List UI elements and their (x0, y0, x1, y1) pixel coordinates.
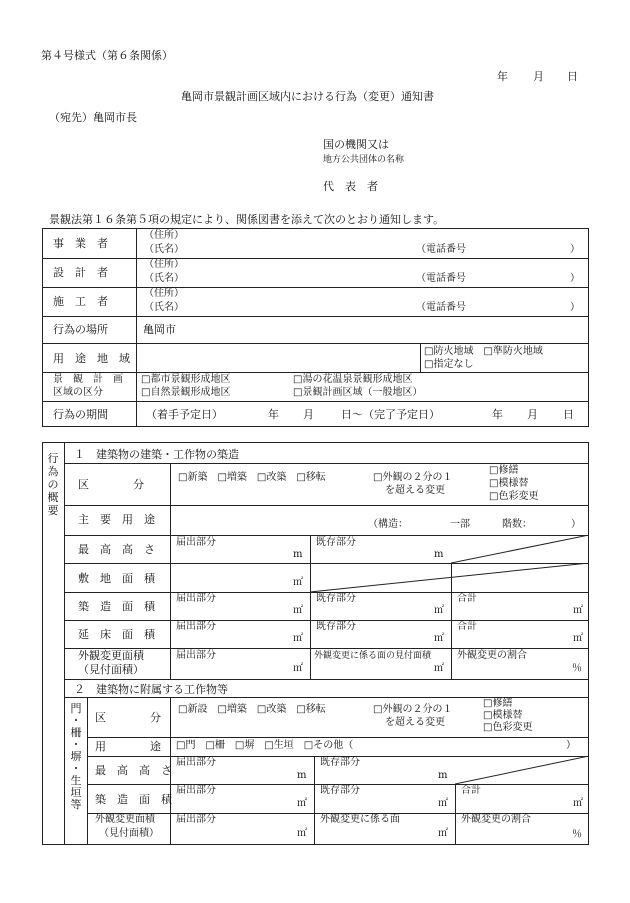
gaikan2-wariai-unit: ％ (572, 829, 582, 840)
gaikan2-todokede-unit: ㎡ (297, 828, 307, 839)
shikichi-menseki-label: 敷 地 面 積 (78, 572, 155, 585)
place-value: 亀岡市 (143, 323, 176, 336)
chikuzou-todokede: 届出部分 (176, 593, 216, 604)
gaikan-kakaru-label: 外観変更に係る面の見付面積 (314, 651, 432, 661)
sekkeisha-phone-close: ） (570, 273, 580, 284)
gaikan2-kakaru-label: 外観変更に係る面 (320, 814, 400, 825)
chikuzou2-goukei: 合計 (461, 785, 481, 796)
date-day: 日 (567, 70, 578, 83)
keikan-label-1: 景 観 計 画 (53, 374, 123, 385)
sekosha-phone-label: （電話番号 (416, 302, 466, 313)
gaikan-half-text: を超える変更 (385, 485, 445, 496)
shikichi-diagonal (310, 563, 589, 592)
gaikan-wariai-unit: ％ (572, 663, 582, 674)
jigyosha-name-label: （氏名） (144, 244, 184, 255)
start-date-label: （着手予定日） (146, 408, 223, 421)
date-year: 年 (497, 70, 508, 83)
chikuzou-kison: 既存部分 (316, 593, 356, 604)
sekkeisha-phone-label: （電話番号 (416, 273, 466, 284)
gaikan-todokede: 届出部分 (176, 650, 216, 661)
saikou-takasa-label: 最 高 高 さ (78, 543, 155, 556)
gaikan2-menseki-label-1: 外観変更面積 (95, 814, 155, 825)
nobeyuka-todokede-unit: ㎡ (293, 633, 303, 644)
addressee: （宛先）亀岡市長 (49, 111, 137, 124)
kaisu-label: 階数： (502, 519, 532, 530)
kubun-options[interactable]: □新築 □増築 □改築 □移転 (178, 472, 326, 483)
kaisu-close: ） (571, 519, 581, 530)
kubun2-label: 区 分 (95, 711, 161, 724)
gaikan2-todokede: 届出部分 (176, 814, 216, 825)
jigyosha-phone-label: （電話番号 (416, 244, 466, 255)
section2-side-label: 門 ・ 柵 ・ 塀 ・ 生 垣 等 (70, 702, 82, 811)
sekosha-phone-close: ） (570, 302, 580, 313)
gaikan2-half-checkbox[interactable]: □外観の２分の１ (373, 704, 453, 715)
bouka-checkboxes[interactable]: □防火地域 □準防火地域 (424, 346, 543, 357)
shuzen-checkbox[interactable]: □修繕 (489, 465, 519, 476)
gaiyou-side-label: 行 為 の 概 要 (47, 452, 59, 517)
form-number: 第４号様式（第６条関係） (41, 49, 173, 62)
saikou2-kison-unit: m (438, 770, 448, 781)
shuzen2-checkbox[interactable]: □修繕 (483, 698, 513, 709)
nobeyuka-todokede: 届出部分 (176, 621, 216, 632)
yunohana-checkbox[interactable]: □湯の花温泉景観形成地区 (293, 374, 413, 385)
chikuzou-todokede-unit: ㎡ (293, 605, 303, 616)
kubun2-options[interactable]: □新設 □増築 □改築 □移転 (178, 704, 326, 715)
chikuzou-menseki-label: 築 造 面 積 (78, 600, 155, 613)
saikou-kison-unit: m (434, 549, 444, 560)
nobeyuka-goukei: 合計 (457, 621, 477, 632)
period-label: 行為の期間 (53, 408, 108, 421)
saikou2-todokede-unit: m (297, 770, 307, 781)
place-label: 行為の場所 (53, 323, 108, 336)
document-title: 亀岡市景観計画区域内における行為（変更）通知書 (181, 90, 434, 103)
moyougae2-checkbox[interactable]: □模様替 (483, 710, 523, 721)
saikou2-label: 最 高 高 さ (95, 764, 172, 777)
gaikan2-wariai-label: 外観変更の割合 (461, 814, 531, 825)
chikuzou2-kison-unit: ㎡ (438, 798, 448, 809)
shitei-nashi-checkbox[interactable]: □指定なし (424, 359, 474, 370)
shuyou-youto-label: 主 要 用 途 (78, 513, 155, 526)
jigyosha-phone-close: ） (570, 244, 580, 255)
org-label-line2: 地方公共団体の名称 (323, 155, 405, 165)
chikuzou-kison-unit: ㎡ (434, 605, 444, 616)
gaikan-kakaru-unit: ㎡ (434, 663, 444, 674)
gaikan2-half-text: を超える変更 (385, 717, 445, 728)
toshi-checkbox[interactable]: □都市景観形成地区 (141, 374, 231, 385)
chikuzou2-todokede-unit: ㎡ (297, 798, 307, 809)
jigyosha-label: 事 業 者 (53, 237, 108, 250)
moyougae-checkbox[interactable]: □模様替 (489, 478, 529, 489)
nobeyuka-kison: 既存部分 (316, 621, 356, 632)
gaikan-menseki-label-2: （見付面積） (78, 663, 144, 676)
gaikan2-menseki-label-2: （見付面積） (99, 828, 159, 839)
saikou-todokede-unit: m (293, 549, 303, 560)
chikuzou2-label: 築 造 面 積 (95, 793, 172, 806)
youto2-close: ） (566, 740, 576, 751)
gaikan-half-checkbox[interactable]: □外観の２分の１ (373, 472, 453, 483)
chikuzou-goukei: 合計 (457, 593, 477, 604)
shikisai2-checkbox[interactable]: □色彩変更 (483, 722, 533, 733)
chikuzou2-kison: 既存部分 (320, 785, 360, 796)
nobeyuka-menseki-label: 延 床 面 積 (78, 628, 155, 641)
saikou2-kison: 既存部分 (320, 757, 360, 768)
section1-title: １ 建築物の建築・工作物の築造 (74, 448, 239, 461)
nobeyuka-kison-unit: ㎡ (434, 633, 444, 644)
nobeyuka-goukei-unit: ㎡ (573, 633, 583, 644)
gaikan-menseki-label-1: 外観変更面積 (78, 649, 144, 662)
intro-text: 景観法第１６条第５項の規定により、関係図書を添えて次のとおり通知します。 (49, 213, 445, 226)
saikou-diagonal (451, 535, 589, 563)
youto2-label: 用 途 (95, 740, 161, 753)
shikichi-unit: ㎡ (293, 577, 303, 588)
chikuzou2-goukei-unit: ㎡ (573, 798, 583, 809)
gaikan2-kakaru-unit: ㎡ (438, 828, 448, 839)
sekkeisha-address-label: （住所） (144, 259, 184, 270)
chikuzou-goukei-unit: ㎡ (573, 605, 583, 616)
org-label-line1: 国の機関又は (323, 138, 389, 151)
representative-label: 代 表 者 (323, 180, 378, 193)
saikou2-todokede: 届出部分 (176, 757, 216, 768)
ichibu-label: 一部 (450, 519, 470, 530)
youto-chiiki-label: 用 途 地 域 (53, 352, 130, 365)
sekkeisha-name-label: （氏名） (144, 273, 184, 284)
sekosha-address-label: （住所） (144, 288, 184, 299)
saikou-kison: 既存部分 (316, 537, 356, 548)
section2-title: ２ 建築物に附属する工作物等 (74, 683, 228, 696)
end-day: 日 (563, 408, 574, 421)
youto2-options[interactable]: □門 □柵 □塀 □生垣 □その他（ (176, 740, 354, 751)
saikou2-diagonal (455, 756, 589, 784)
keikan-label-2: 区域の区分 (53, 387, 103, 398)
shikisai-checkbox[interactable]: □色彩変更 (489, 491, 539, 502)
gaikan-wariai-label: 外観変更の割合 (457, 650, 527, 661)
end-month: 月 (527, 408, 538, 421)
saikou-todokede: 届出部分 (176, 537, 216, 548)
chikuzou2-todokede: 届出部分 (176, 785, 216, 796)
gaikan-todokede-unit: ㎡ (293, 663, 303, 674)
date-month: 月 (533, 70, 544, 83)
sekkeisha-label: 設 計 者 (53, 266, 108, 279)
shizen-checkbox[interactable]: □自然景観形成地区 (141, 387, 231, 398)
start-day-to-end: 日～（完了予定日） (341, 408, 440, 421)
sekosha-name-label: （氏名） (144, 302, 184, 313)
kubun-label: 区 分 (78, 478, 144, 491)
ippan-checkbox[interactable]: □景観計画区域（一般地区） (293, 387, 423, 398)
start-month: 月 (303, 408, 314, 421)
start-year: 年 (268, 408, 279, 421)
kouzou-label: （構造： (368, 519, 408, 530)
jigyosha-address-label: （住所） (144, 230, 184, 241)
sekosha-label: 施 工 者 (53, 295, 108, 308)
end-year: 年 (492, 408, 503, 421)
